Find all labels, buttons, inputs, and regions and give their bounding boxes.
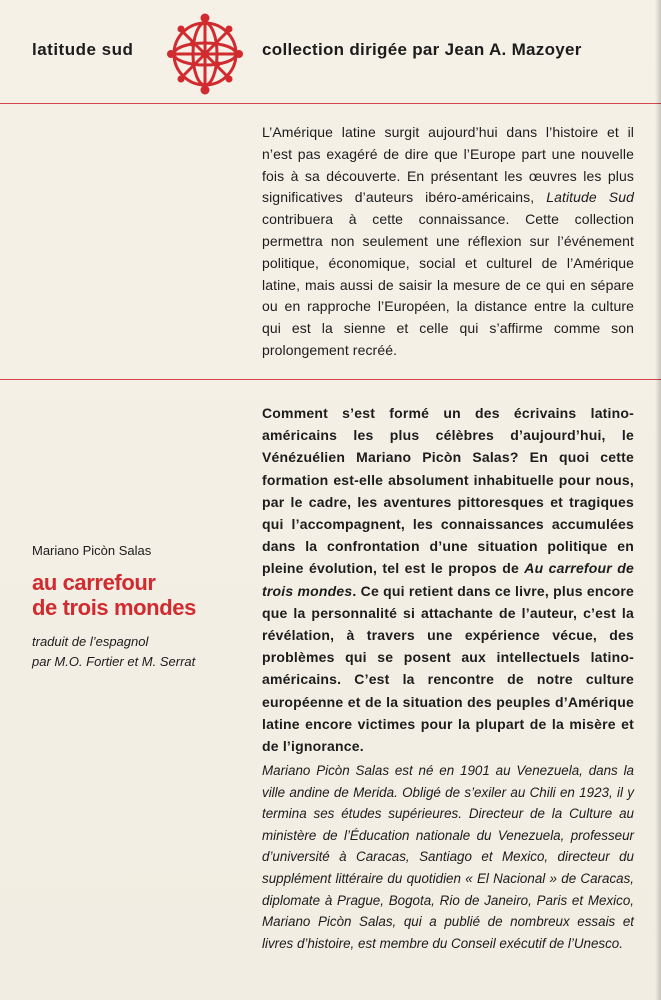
globe-emblem-icon — [166, 12, 244, 96]
book-title-line-2: de trois mondes — [32, 595, 196, 620]
collection-intro — [262, 122, 634, 362]
author-biography: Mariano Picòn Salas est né en 1901 au Venezuela, dans la ville andine de Merida. Obligé de s’exiler au Chili en 1923, il y termina ses études supérieures. Directeur de la Culture au ministère de l’Éducation nationale du Venezuela, professeur d’université à Caracas, Santiago et Mexico, directeur du supplément littéraire du quotidien « El Nacional » de Caracas, diplomate à Prague, Bogota, Rio de Janeiro, Paris et Mexico, Mariano Picòn Salas, qui a publié de nombreux essais et livres d’histoire, est membre du Conseil exécutif de l’Unesco. — [262, 763, 634, 951]
intro-series-title: Latitude Sud — [546, 189, 634, 206]
summary-book-title: Au carrefour de trois mondes — [262, 560, 635, 599]
book-title-line-1: au carrefour — [32, 570, 156, 595]
translation-credit-line-1: traduit de l’espagnol — [32, 634, 149, 649]
collection-director-line: collection dirigée par Jean A. Mazoyer — [262, 40, 582, 59]
middle-divider — [0, 379, 661, 380]
book-summary — [262, 402, 634, 757]
book-author: Mariano Picòn Salas — [32, 543, 152, 558]
intro-text-end: contribuera à cette connaissance. Cette collection permettra non seulement une réflexion sur l’événement politique, économique, social et culturel de l’Amérique latine, mais aussi de saisir la mesure de ce qui en sépare ou en rapproche l’Européen, la distance entre la culture qui est la sienne et celle qui s’affirme comme son prolongement recréé. — [262, 211, 634, 358]
top-divider — [0, 103, 661, 104]
summary-text-end: . Ce qui retient dans ce livre, plus encore que la personnalité si attachante de l’auteur, c’est la révélation, à travers une expérience vécue, des problèmes qui se posent aux intellectuels latino-américains. C’est la rencontre de notre culture européenne et de la situation des peuples d’Amérique latine encore victimes pour la plupart de la misère et de l’ignorance. — [262, 582, 634, 755]
summary-text-start: Comment s’est formé un des écrivains latino-américains les plus célèbres d’aujourd’hui, le Vénézuélien Mariano Picòn Salas? En quoi cette formation est-elle absolument inhabituelle pour nous, par le cadre, les aventures pittoresques et tragiques qui l’accompagnent, les connaissances accumulées dans la confrontation d’une situation politique en pleine évolution, tel est le propos de — [262, 405, 634, 577]
translation-credit — [32, 632, 252, 672]
page-edge-shadow — [655, 0, 661, 1000]
series-name: latitude sud — [32, 40, 134, 59]
book-title — [32, 570, 242, 620]
translation-credit-line-2: par M.O. Fortier et M. Serrat — [32, 654, 196, 669]
intro-text-start: L’Amérique latine surgit aujourd’hui dans l’histoire et il n’est pas exagéré de dire que l’Europe part une nouvelle fois à sa découverte. En présentant les œuvres les plus significatives d’auteurs ibéro-américains, — [262, 124, 634, 206]
